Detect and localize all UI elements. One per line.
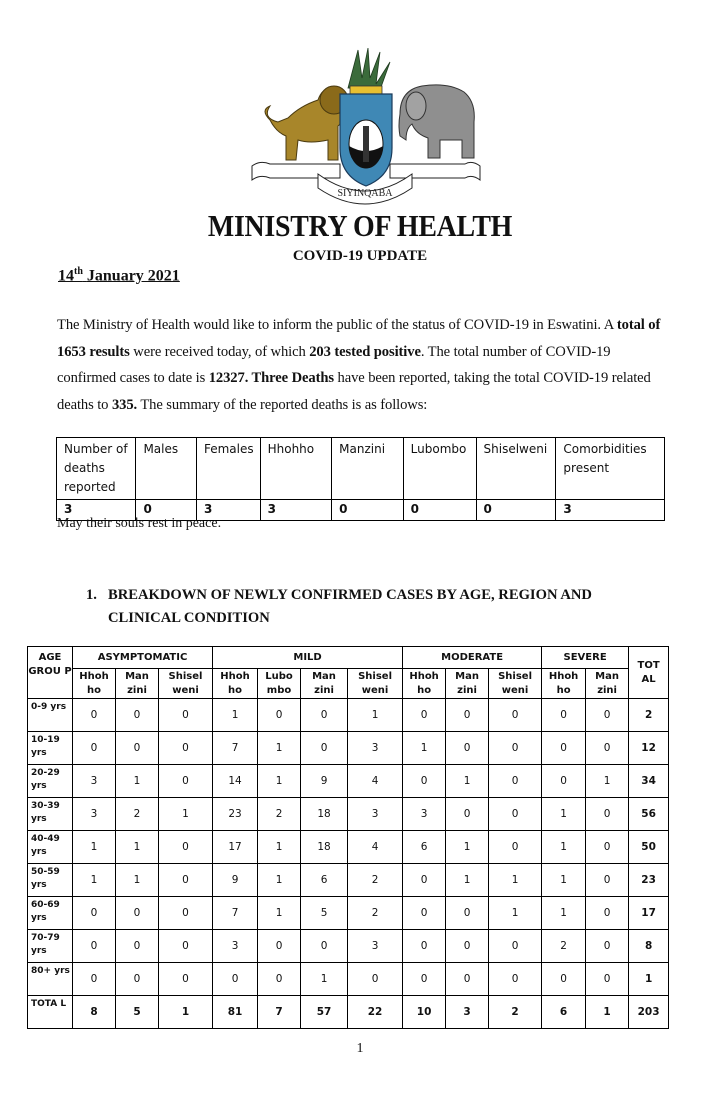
case-count-cell: 0 [159, 963, 213, 996]
region-subheader: Man zini [446, 669, 489, 699]
intro-paragraph [57, 312, 669, 418]
case-count-cell: 0 [403, 963, 446, 996]
region-subheader: Hhoh ho [403, 669, 446, 699]
case-count-cell: 2 [116, 798, 159, 831]
case-count-cell: 0 [489, 930, 542, 963]
case-count-cell: 0 [542, 765, 586, 798]
case-count-cell: 0 [403, 765, 446, 798]
group-header-mild: MILD [213, 647, 403, 669]
region-subheader: Man zini [116, 669, 159, 699]
table-row [28, 963, 669, 996]
case-count-cell: 2 [542, 930, 586, 963]
case-count-cell: 1 [258, 732, 301, 765]
condolence-text: May their souls rest in peace. [57, 516, 222, 531]
case-count-cell: 0 [489, 831, 542, 864]
table-row [28, 732, 669, 765]
coat-of-arms-logo [240, 48, 490, 213]
case-count-cell: 17 [213, 831, 258, 864]
row-total-cell: 56 [629, 798, 669, 831]
case-count-cell: 0 [258, 699, 301, 732]
case-count-cell: 3 [213, 930, 258, 963]
case-count-cell: 0 [586, 864, 629, 897]
para-text-5: The summary of the reported deaths is as follows: [137, 396, 428, 413]
age-group-cell: 70-79 yrs [28, 930, 73, 963]
case-count-cell: 4 [348, 831, 403, 864]
case-count-cell: 2 [348, 897, 403, 930]
case-count-cell: 2 [258, 798, 301, 831]
case-count-cell: 2 [348, 864, 403, 897]
group-header-row [28, 647, 669, 669]
deaths-value-cell: 0 [476, 500, 556, 521]
case-count-cell: 1 [542, 897, 586, 930]
case-count-cell: 0 [586, 732, 629, 765]
report-date [58, 266, 180, 285]
case-count-cell: 0 [213, 963, 258, 996]
deaths-value-cell: 0 [403, 500, 476, 521]
age-group-header: AGE GROU P [28, 647, 73, 699]
case-count-cell: 0 [586, 831, 629, 864]
deaths-header-cell: Number of deaths reported [57, 438, 136, 500]
row-total-cell: 17 [629, 897, 669, 930]
deaths-header-cell: Shiselweni [476, 438, 556, 500]
case-count-cell: 0 [159, 765, 213, 798]
deaths-header-cell: Lubombo [403, 438, 476, 500]
case-count-cell: 1 [116, 831, 159, 864]
case-count-cell: 0 [489, 732, 542, 765]
region-subheader: Shisel weni [489, 669, 542, 699]
case-count-cell: 1 [116, 864, 159, 897]
case-count-cell: 1 [542, 831, 586, 864]
case-count-cell: 0 [73, 963, 116, 996]
deaths-header-cell: Females [196, 438, 260, 500]
page-subtitle: COVID-19 UPDATE [292, 248, 428, 264]
case-count-cell: 7 [213, 732, 258, 765]
page-title: MINISTRY OF HEALTH [207, 208, 513, 243]
elephant-icon [399, 85, 474, 158]
case-count-cell: 0 [542, 699, 586, 732]
case-count-cell: 0 [403, 864, 446, 897]
case-count-cell: 7 [258, 996, 301, 1029]
case-count-cell: 6 [301, 864, 348, 897]
case-count-cell: 0 [301, 930, 348, 963]
case-count-cell: 0 [403, 699, 446, 732]
case-count-cell: 0 [586, 897, 629, 930]
case-count-cell: 1 [542, 864, 586, 897]
case-count-cell: 1 [159, 798, 213, 831]
row-total-cell: 12 [629, 732, 669, 765]
case-count-cell: 3 [348, 798, 403, 831]
deaths-value-cell: 0 [136, 500, 197, 521]
section-heading [86, 584, 646, 630]
plant-icon [348, 48, 390, 94]
case-count-cell: 1 [446, 765, 489, 798]
age-group-cell: 30-39 yrs [28, 798, 73, 831]
case-count-cell: 0 [73, 732, 116, 765]
case-count-cell: 1 [403, 732, 446, 765]
cases-breakdown-table [27, 646, 669, 1029]
row-total-cell: 23 [629, 864, 669, 897]
deaths-value-cell: 3 [196, 500, 260, 521]
table-row [28, 831, 669, 864]
age-group-cell: 0-9 yrs [28, 699, 73, 732]
date-day: 14 [58, 267, 74, 285]
case-count-cell: 8 [73, 996, 116, 1029]
case-count-cell: 1 [258, 864, 301, 897]
case-count-cell: 1 [489, 897, 542, 930]
case-count-cell: 0 [258, 930, 301, 963]
row-total-cell: 34 [629, 765, 669, 798]
case-count-cell: 0 [446, 732, 489, 765]
case-count-cell: 0 [159, 897, 213, 930]
group-header-asymptomatic: ASYMPTOMATIC [73, 647, 213, 669]
case-count-cell: 0 [446, 897, 489, 930]
total-row [28, 996, 669, 1029]
age-group-cell: 50-59 yrs [28, 864, 73, 897]
deaths-header-cell: Comorbidities present [556, 438, 665, 500]
para-text-4: have been reported, taking the total COVID-19 related deaths to [57, 370, 651, 413]
crest-motto: SIYINQABA [337, 188, 393, 199]
shield-icon [340, 94, 392, 186]
region-subheader: Hhoh ho [213, 669, 258, 699]
deaths-value-cell: 3 [57, 500, 136, 521]
region-subheader: Shisel weni [348, 669, 403, 699]
row-total-cell: 2 [629, 699, 669, 732]
case-count-cell: 0 [586, 930, 629, 963]
table-row [28, 897, 669, 930]
case-count-cell: 0 [159, 864, 213, 897]
age-group-cell: 10-19 yrs [28, 732, 73, 765]
lion-icon [265, 86, 348, 160]
case-count-cell: 0 [586, 798, 629, 831]
case-count-cell: 0 [542, 963, 586, 996]
case-count-cell: 1 [348, 699, 403, 732]
deaths-header-cell: Hhohho [260, 438, 332, 500]
case-count-cell: 22 [348, 996, 403, 1029]
case-count-cell: 3 [348, 732, 403, 765]
para-text-2: were received today, of which [129, 343, 310, 360]
table-row [28, 699, 669, 732]
region-subheader: Shisel weni [159, 669, 213, 699]
deaths-summary-table [56, 437, 665, 521]
group-header-moderate: MODERATE [403, 647, 542, 669]
case-count-cell: 0 [116, 963, 159, 996]
case-count-cell: 10 [403, 996, 446, 1029]
total-results: total of 1653 results [57, 317, 661, 360]
case-count-cell: 0 [446, 699, 489, 732]
case-count-cell: 1 [542, 798, 586, 831]
cases-table-body [28, 699, 669, 1029]
para-text-1: The Ministry of Health would like to inform the public of the status of COVID-19 in Eswatini. A [57, 317, 617, 333]
case-count-cell: 0 [403, 930, 446, 963]
case-count-cell: 14 [213, 765, 258, 798]
deaths-header-cell: Males [136, 438, 197, 500]
confirmed-and-deaths: 12327. Three Deaths [208, 370, 334, 386]
case-count-cell: 5 [301, 897, 348, 930]
case-count-cell: 0 [116, 732, 159, 765]
row-total-cell: 203 [629, 996, 669, 1029]
case-count-cell: 18 [301, 831, 348, 864]
page-number: 1 [356, 1041, 364, 1056]
region-subheader: Hhoh ho [73, 669, 116, 699]
case-count-cell: 0 [73, 930, 116, 963]
case-count-cell: 0 [489, 798, 542, 831]
case-count-cell: 7 [213, 897, 258, 930]
case-count-cell: 0 [116, 897, 159, 930]
case-count-cell: 1 [258, 897, 301, 930]
table-row [28, 864, 669, 897]
total-header: TOT AL [629, 647, 669, 699]
case-count-cell: 6 [403, 831, 446, 864]
age-group-cell: 20-29 yrs [28, 765, 73, 798]
case-count-cell: 0 [159, 930, 213, 963]
case-count-cell: 1 [73, 831, 116, 864]
case-count-cell: 0 [258, 963, 301, 996]
row-total-cell: 8 [629, 930, 669, 963]
case-count-cell: 4 [348, 765, 403, 798]
region-header-row [28, 669, 669, 699]
deaths-value-cell: 3 [556, 500, 665, 521]
deaths-header-cell: Manzini [332, 438, 404, 500]
case-count-cell: 0 [586, 699, 629, 732]
case-count-cell: 18 [301, 798, 348, 831]
case-count-cell: 0 [489, 963, 542, 996]
case-count-cell: 0 [446, 930, 489, 963]
group-header-severe: SEVERE [542, 647, 629, 669]
case-count-cell: 0 [73, 699, 116, 732]
case-count-cell: 5 [116, 996, 159, 1029]
row-total-cell: 1 [629, 963, 669, 996]
case-count-cell: 0 [116, 930, 159, 963]
case-count-cell: 1 [446, 864, 489, 897]
case-count-cell: 57 [301, 996, 348, 1029]
case-count-cell: 0 [446, 798, 489, 831]
case-count-cell: 9 [213, 864, 258, 897]
case-count-cell: 1 [159, 996, 213, 1029]
case-count-cell: 1 [586, 765, 629, 798]
case-count-cell: 0 [301, 699, 348, 732]
tested-positive: 203 tested positive [309, 343, 421, 360]
age-group-cell: TOTA L [28, 996, 73, 1029]
case-count-cell: 1 [258, 831, 301, 864]
case-count-cell: 1 [213, 699, 258, 732]
case-count-cell: 0 [489, 699, 542, 732]
case-count-cell: 0 [542, 732, 586, 765]
row-total-cell: 50 [629, 831, 669, 864]
age-group-cell: 60-69 yrs [28, 897, 73, 930]
case-count-cell: 23 [213, 798, 258, 831]
region-subheader: Lubo mbo [258, 669, 301, 699]
case-count-cell: 0 [159, 831, 213, 864]
table-row [28, 930, 669, 963]
case-count-cell: 3 [348, 930, 403, 963]
case-count-cell: 6 [542, 996, 586, 1029]
region-subheader: Man zini [301, 669, 348, 699]
case-count-cell: 3 [403, 798, 446, 831]
region-subheader: Man zini [586, 669, 629, 699]
para-text-3: . The total number of COVID-19 confirmed cases to date is [57, 343, 611, 386]
case-count-cell: 0 [348, 963, 403, 996]
case-count-cell: 1 [258, 765, 301, 798]
case-count-cell: 0 [159, 699, 213, 732]
case-count-cell: 1 [586, 996, 629, 1029]
deaths-value-cell: 0 [332, 500, 404, 521]
section-title: BREAKDOWN OF NEWLY CONFIRMED CASES BY AGE, REGION AND CLINICAL CONDITION [108, 587, 592, 626]
case-count-cell: 0 [116, 699, 159, 732]
case-count-cell: 3 [73, 798, 116, 831]
case-count-cell: 3 [446, 996, 489, 1029]
case-count-cell: 1 [301, 963, 348, 996]
age-group-cell: 80+ yrs [28, 963, 73, 996]
case-count-cell: 1 [116, 765, 159, 798]
case-count-cell: 0 [159, 732, 213, 765]
date-month-year: January 2021 [86, 267, 180, 285]
case-count-cell: 81 [213, 996, 258, 1029]
date-suffix: th [74, 266, 83, 277]
case-count-cell: 9 [301, 765, 348, 798]
case-count-cell: 0 [446, 963, 489, 996]
case-count-cell: 1 [73, 864, 116, 897]
case-count-cell: 3 [73, 765, 116, 798]
section-number: 1. [86, 587, 97, 603]
case-count-cell: 0 [403, 897, 446, 930]
age-group-cell: 40-49 yrs [28, 831, 73, 864]
deaths-header-row [57, 438, 665, 500]
case-count-cell: 0 [586, 963, 629, 996]
case-count-cell: 2 [489, 996, 542, 1029]
region-subheader: Hhoh ho [542, 669, 586, 699]
total-deaths: 335. [111, 396, 138, 413]
table-row [28, 765, 669, 798]
deaths-value-cell: 3 [260, 500, 332, 521]
case-count-cell: 0 [489, 765, 542, 798]
table-row [28, 798, 669, 831]
case-count-cell: 1 [446, 831, 489, 864]
case-count-cell: 0 [301, 732, 348, 765]
case-count-cell: 1 [489, 864, 542, 897]
case-count-cell: 0 [73, 897, 116, 930]
